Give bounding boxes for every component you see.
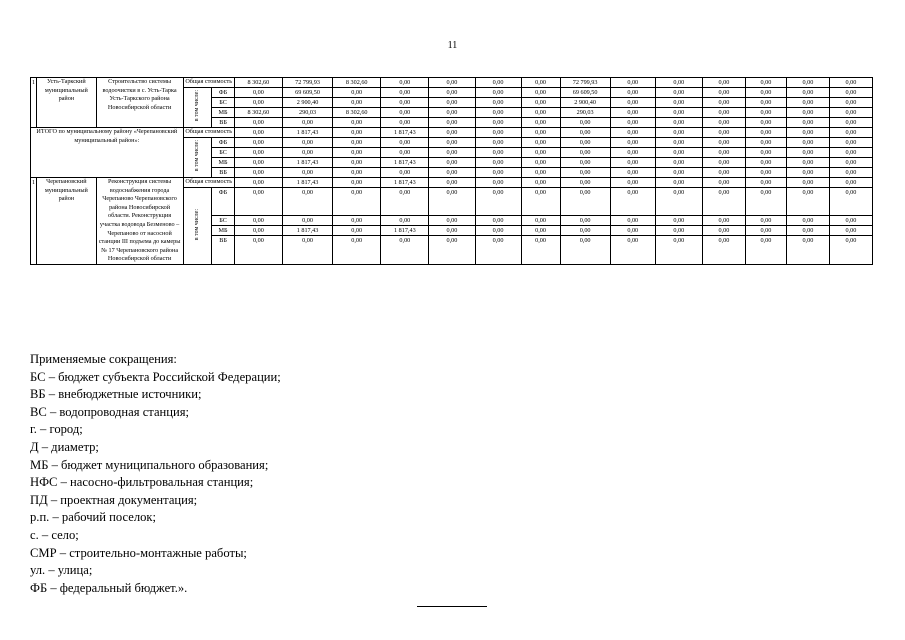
- value-cell: 0,00: [429, 138, 475, 148]
- value-cell: 0,00: [429, 108, 475, 118]
- value-cell: 0,00: [333, 138, 381, 148]
- value-cell: 0,00: [429, 236, 475, 264]
- value-cell: 0,00: [655, 88, 702, 98]
- table-row: [31, 78, 873, 88]
- value-cell: 0,00: [829, 168, 872, 178]
- value-cell: 0,00: [475, 118, 521, 128]
- value-cell: 0,00: [786, 168, 829, 178]
- incl-label-cell: [183, 188, 212, 265]
- value-cell: 0,00: [333, 88, 381, 98]
- value-cell: 0,00: [829, 226, 872, 236]
- object-name-cell: Строительство системы водоочистки в с. Усть-Тарка Усть-Таркского района Новосибирской области: [96, 78, 183, 128]
- value-cell: 0,00: [655, 98, 702, 108]
- value-cell: 0,00: [745, 216, 786, 226]
- value-cell: 0,00: [702, 118, 745, 128]
- value-cell: 69 609,50: [282, 88, 332, 98]
- value-cell: 0,00: [702, 108, 745, 118]
- value-cell: 0,00: [429, 118, 475, 128]
- value-cell: 0,00: [381, 216, 429, 226]
- value-cell: 0,00: [610, 216, 655, 226]
- value-cell: 0,00: [475, 236, 521, 264]
- value-cell: 0,00: [429, 148, 475, 158]
- incl-label: в том числе:: [193, 90, 200, 122]
- value-cell: 0,00: [429, 168, 475, 178]
- value-cell: 0,00: [655, 148, 702, 158]
- end-divider: [417, 606, 487, 607]
- value-cell: 0,00: [521, 188, 560, 216]
- value-cell: 0,00: [381, 138, 429, 148]
- value-cell: 0,00: [234, 158, 282, 168]
- value-cell: 0,00: [745, 138, 786, 148]
- value-cell: 0,00: [475, 78, 521, 88]
- value-cell: 0,00: [702, 78, 745, 88]
- abbreviation-item: р.п. – рабочий поселок;: [30, 510, 157, 525]
- value-cell: 0,00: [282, 188, 332, 216]
- value-cell: 0,00: [560, 216, 610, 226]
- value-cell: 0,00: [560, 158, 610, 168]
- value-cell: 8 302,60: [333, 78, 381, 88]
- value-cell: 0,00: [333, 98, 381, 108]
- budget-code: БС: [212, 148, 235, 158]
- value-cell: 0,00: [829, 158, 872, 168]
- value-cell: 0,00: [702, 226, 745, 236]
- value-cell: 0,00: [429, 216, 475, 226]
- object-name-cell: Реконструкция системы водоснабжения города Черепаново Черепановского района Новосибирской области. Реконструкция участка водовода Безменово – Черепаново от насосной станции III подъема до камеры № 17 Черепановского района Новосибирской области: [96, 178, 183, 265]
- value-cell: 0,00: [655, 216, 702, 226]
- value-cell: 0,00: [234, 236, 282, 264]
- value-cell: 0,00: [829, 118, 872, 128]
- abbreviation-item: с. – село;: [30, 527, 79, 542]
- value-cell: 0,00: [745, 78, 786, 88]
- total-cost-label: Общая стоимость: [183, 128, 234, 138]
- value-cell: 0,00: [702, 178, 745, 188]
- value-cell: 0,00: [655, 138, 702, 148]
- table-row: [31, 128, 873, 138]
- value-cell: 2 900,40: [560, 98, 610, 108]
- value-cell: 0,00: [786, 226, 829, 236]
- value-cell: 0,00: [610, 226, 655, 236]
- abbreviation-item: ул. – улица;: [30, 563, 93, 578]
- value-cell: 1 817,43: [381, 178, 429, 188]
- abbreviation-item: ВС – водопроводная станция;: [30, 404, 190, 419]
- value-cell: 1 817,43: [282, 226, 332, 236]
- value-cell: 0,00: [786, 188, 829, 216]
- value-cell: 0,00: [234, 98, 282, 108]
- value-cell: 0,00: [282, 236, 332, 264]
- value-cell: 0,00: [702, 236, 745, 264]
- value-cell: 0,00: [786, 158, 829, 168]
- value-cell: 0,00: [560, 128, 610, 138]
- value-cell: 0,00: [381, 236, 429, 264]
- value-cell: 0,00: [521, 98, 560, 108]
- value-cell: 0,00: [560, 138, 610, 148]
- value-cell: 0,00: [745, 178, 786, 188]
- value-cell: 0,00: [829, 98, 872, 108]
- value-cell: 0,00: [829, 88, 872, 98]
- value-cell: 0,00: [333, 216, 381, 226]
- total-cost-label: Общая стоимость: [183, 78, 234, 88]
- value-cell: 0,00: [610, 168, 655, 178]
- value-cell: 0,00: [560, 236, 610, 264]
- value-cell: 0,00: [745, 168, 786, 178]
- value-cell: 0,00: [745, 158, 786, 168]
- budget-code: ФБ: [212, 188, 235, 216]
- abbreviations-list: [30, 351, 281, 597]
- abbreviation-item: ПД – проектная документация;: [30, 492, 198, 507]
- value-cell: 0,00: [702, 216, 745, 226]
- value-cell: 0,00: [282, 168, 332, 178]
- value-cell: 0,00: [702, 158, 745, 168]
- value-cell: 290,03: [282, 108, 332, 118]
- value-cell: 0,00: [521, 236, 560, 264]
- value-cell: 0,00: [429, 226, 475, 236]
- value-cell: 0,00: [655, 118, 702, 128]
- value-cell: 0,00: [610, 118, 655, 128]
- value-cell: 0,00: [655, 226, 702, 236]
- value-cell: 0,00: [702, 98, 745, 108]
- budget-code: МБ: [212, 226, 235, 236]
- budget-code: МБ: [212, 108, 235, 118]
- row-number: 1: [31, 78, 37, 128]
- value-cell: 0,00: [829, 178, 872, 188]
- value-cell: 0,00: [829, 128, 872, 138]
- investment-table: [30, 77, 873, 265]
- abbreviation-item: ВБ – внебюджетные источники;: [30, 387, 202, 402]
- value-cell: 69 609,50: [560, 88, 610, 98]
- value-cell: 0,00: [786, 138, 829, 148]
- value-cell: 0,00: [610, 78, 655, 88]
- value-cell: 0,00: [475, 178, 521, 188]
- value-cell: 0,00: [702, 188, 745, 216]
- abbreviation-item: Д – диаметр;: [30, 439, 99, 454]
- value-cell: 0,00: [381, 118, 429, 128]
- value-cell: 0,00: [521, 78, 560, 88]
- value-cell: 0,00: [786, 128, 829, 138]
- value-cell: 0,00: [655, 158, 702, 168]
- value-cell: 0,00: [333, 226, 381, 236]
- value-cell: 0,00: [234, 216, 282, 226]
- value-cell: 0,00: [381, 88, 429, 98]
- value-cell: 0,00: [745, 148, 786, 158]
- value-cell: 0,00: [282, 148, 332, 158]
- value-cell: 0,00: [745, 236, 786, 264]
- value-cell: 0,00: [786, 98, 829, 108]
- value-cell: 0,00: [521, 168, 560, 178]
- value-cell: 1 817,43: [381, 158, 429, 168]
- value-cell: 0,00: [333, 178, 381, 188]
- value-cell: 0,00: [521, 128, 560, 138]
- value-cell: 0,00: [381, 108, 429, 118]
- value-cell: 0,00: [702, 148, 745, 158]
- table-row: [31, 178, 873, 188]
- value-cell: 0,00: [234, 118, 282, 128]
- value-cell: 0,00: [610, 128, 655, 138]
- incl-label: в том числе:: [193, 208, 200, 241]
- incl-label: в том числе:: [193, 140, 200, 172]
- total-cost-label: Общая стоимость: [183, 178, 234, 188]
- value-cell: 0,00: [829, 188, 872, 216]
- value-cell: 0,00: [610, 158, 655, 168]
- value-cell: 8 302,60: [234, 78, 282, 88]
- value-cell: 0,00: [610, 148, 655, 158]
- value-cell: 0,00: [381, 168, 429, 178]
- value-cell: 0,00: [333, 128, 381, 138]
- value-cell: 0,00: [429, 98, 475, 108]
- value-cell: 0,00: [610, 236, 655, 264]
- value-cell: 0,00: [475, 108, 521, 118]
- value-cell: 0,00: [475, 188, 521, 216]
- value-cell: 0,00: [610, 98, 655, 108]
- value-cell: 72 799,93: [282, 78, 332, 88]
- value-cell: 0,00: [745, 226, 786, 236]
- value-cell: 0,00: [786, 216, 829, 226]
- value-cell: 0,00: [521, 158, 560, 168]
- value-cell: 0,00: [829, 78, 872, 88]
- value-cell: 72 799,93: [560, 78, 610, 88]
- value-cell: 0,00: [655, 108, 702, 118]
- abbreviation-item: СМР – строительно-монтажные работы;: [30, 545, 247, 560]
- value-cell: 0,00: [234, 148, 282, 158]
- value-cell: 0,00: [786, 178, 829, 188]
- value-cell: 290,03: [560, 108, 610, 118]
- value-cell: 2 900,40: [282, 98, 332, 108]
- value-cell: 0,00: [475, 168, 521, 178]
- row-number: 1: [31, 178, 37, 265]
- value-cell: 0,00: [610, 108, 655, 118]
- abbreviation-item: МБ – бюджет муниципального образования;: [30, 457, 269, 472]
- value-cell: 0,00: [333, 168, 381, 178]
- value-cell: 0,00: [745, 128, 786, 138]
- value-cell: 0,00: [234, 226, 282, 236]
- value-cell: 0,00: [381, 78, 429, 88]
- abbreviations-heading: Применяемые сокращения:: [30, 352, 177, 366]
- budget-code: БС: [212, 98, 235, 108]
- page-number: 11: [447, 40, 458, 51]
- value-cell: 0,00: [234, 178, 282, 188]
- value-cell: 0,00: [333, 188, 381, 216]
- value-cell: 0,00: [234, 88, 282, 98]
- value-cell: 0,00: [745, 88, 786, 98]
- budget-code: ВБ: [212, 118, 235, 128]
- value-cell: 0,00: [333, 236, 381, 264]
- value-cell: 0,00: [429, 128, 475, 138]
- value-cell: 0,00: [560, 226, 610, 236]
- value-cell: 0,00: [521, 88, 560, 98]
- value-cell: 0,00: [702, 168, 745, 178]
- value-cell: 0,00: [745, 118, 786, 128]
- value-cell: 0,00: [745, 98, 786, 108]
- budget-code: ФБ: [212, 138, 235, 148]
- value-cell: 0,00: [786, 78, 829, 88]
- budget-code: БС: [212, 216, 235, 226]
- value-cell: 0,00: [786, 236, 829, 264]
- value-cell: 0,00: [429, 188, 475, 216]
- budget-code: МБ: [212, 158, 235, 168]
- abbreviation-item: ФБ – федеральный бюджет.».: [30, 580, 188, 595]
- value-cell: 1 817,43: [381, 226, 429, 236]
- value-cell: 0,00: [521, 118, 560, 128]
- value-cell: 0,00: [475, 98, 521, 108]
- value-cell: 0,00: [333, 118, 381, 128]
- value-cell: 0,00: [610, 188, 655, 216]
- value-cell: 0,00: [333, 148, 381, 158]
- district-cell: Усть-Таркский муниципальный район: [37, 78, 96, 128]
- value-cell: 0,00: [786, 118, 829, 128]
- value-cell: 0,00: [745, 108, 786, 118]
- value-cell: 0,00: [702, 88, 745, 98]
- value-cell: 0,00: [829, 236, 872, 264]
- value-cell: 1 817,43: [282, 158, 332, 168]
- value-cell: 0,00: [521, 226, 560, 236]
- value-cell: 0,00: [521, 108, 560, 118]
- value-cell: 0,00: [475, 226, 521, 236]
- value-cell: 0,00: [475, 128, 521, 138]
- value-cell: 0,00: [282, 138, 332, 148]
- value-cell: 0,00: [429, 158, 475, 168]
- value-cell: 0,00: [745, 188, 786, 216]
- value-cell: 0,00: [655, 236, 702, 264]
- value-cell: 0,00: [702, 138, 745, 148]
- value-cell: 0,00: [475, 216, 521, 226]
- incl-label-cell: [183, 88, 212, 128]
- value-cell: 0,00: [234, 128, 282, 138]
- value-cell: 0,00: [655, 178, 702, 188]
- value-cell: 0,00: [429, 88, 475, 98]
- value-cell: 0,00: [381, 188, 429, 216]
- incl-label-cell: [183, 138, 212, 178]
- value-cell: 0,00: [560, 178, 610, 188]
- value-cell: 0,00: [702, 128, 745, 138]
- value-cell: 0,00: [381, 148, 429, 158]
- value-cell: 0,00: [786, 88, 829, 98]
- value-cell: 0,00: [560, 168, 610, 178]
- value-cell: 0,00: [560, 188, 610, 216]
- value-cell: 0,00: [381, 98, 429, 108]
- value-cell: 1 817,43: [282, 128, 332, 138]
- value-cell: 0,00: [829, 216, 872, 226]
- value-cell: 8 302,60: [333, 108, 381, 118]
- value-cell: 1 817,43: [282, 178, 332, 188]
- value-cell: 8 302,60: [234, 108, 282, 118]
- value-cell: 0,00: [829, 138, 872, 148]
- value-cell: 0,00: [475, 148, 521, 158]
- value-cell: 0,00: [655, 188, 702, 216]
- budget-code: ФБ: [212, 88, 235, 98]
- budget-code: ВБ: [212, 236, 235, 264]
- value-cell: 0,00: [786, 148, 829, 158]
- value-cell: 0,00: [521, 148, 560, 158]
- value-cell: 0,00: [234, 168, 282, 178]
- value-cell: 0,00: [560, 118, 610, 128]
- value-cell: 0,00: [429, 178, 475, 188]
- abbreviation-item: БС – бюджет субъекта Российской Федерации;: [30, 369, 281, 384]
- value-cell: 0,00: [475, 158, 521, 168]
- value-cell: 0,00: [610, 138, 655, 148]
- value-cell: 0,00: [610, 88, 655, 98]
- value-cell: 0,00: [234, 138, 282, 148]
- value-cell: 0,00: [282, 118, 332, 128]
- value-cell: 0,00: [786, 108, 829, 118]
- value-cell: 0,00: [829, 148, 872, 158]
- value-cell: 1 817,43: [381, 128, 429, 138]
- value-cell: 0,00: [429, 78, 475, 88]
- value-cell: 0,00: [655, 168, 702, 178]
- total-label-cell: ИТОГО по муниципальному району «Черепановский муниципальный район»:: [31, 128, 184, 178]
- value-cell: 0,00: [829, 108, 872, 118]
- value-cell: 0,00: [655, 128, 702, 138]
- value-cell: 0,00: [475, 88, 521, 98]
- value-cell: 0,00: [560, 148, 610, 158]
- value-cell: 0,00: [610, 178, 655, 188]
- value-cell: 0,00: [655, 78, 702, 88]
- value-cell: 0,00: [521, 216, 560, 226]
- value-cell: 0,00: [282, 216, 332, 226]
- value-cell: 0,00: [333, 158, 381, 168]
- value-cell: 0,00: [475, 138, 521, 148]
- budget-code: ВБ: [212, 168, 235, 178]
- district-cell: Черепановский муниципальный район: [37, 178, 96, 265]
- abbreviation-item: г. – город;: [30, 422, 83, 437]
- value-cell: 0,00: [521, 178, 560, 188]
- value-cell: 0,00: [521, 138, 560, 148]
- abbreviation-item: НФС – насосно-фильтровальная станция;: [30, 475, 254, 490]
- value-cell: 0,00: [234, 188, 282, 216]
